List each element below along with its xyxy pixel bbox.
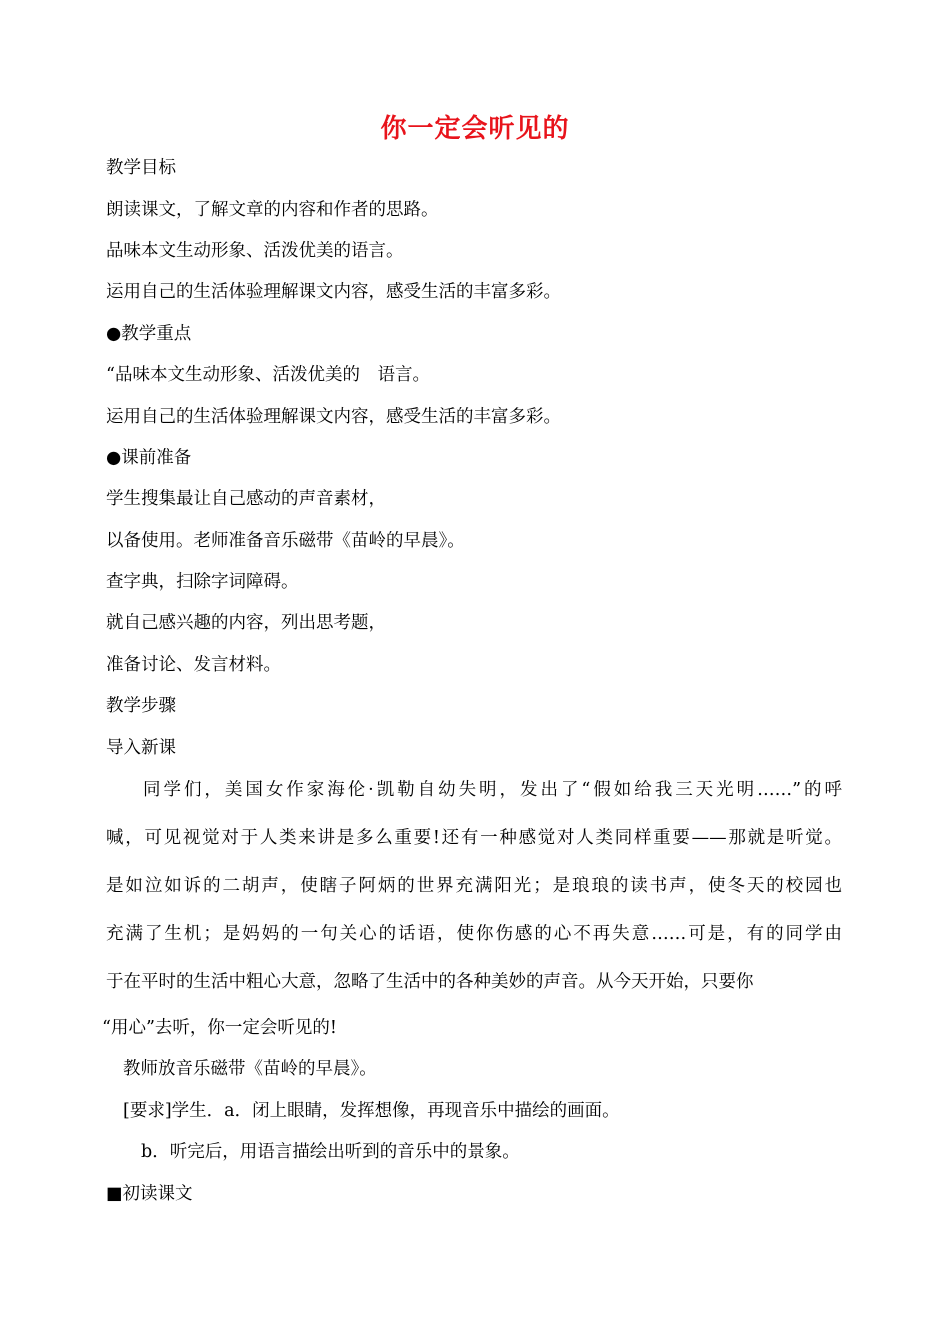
heading-introduction: 导入新课 (106, 738, 176, 758)
music-instruction: 教师放音乐磁带《苗岭的早晨》。 (123, 1059, 377, 1079)
goal-item: 朗读课文，了解文章的内容和作者的思路。 (106, 200, 439, 220)
preparation-item: 学生搜集最让自己感动的声音素材， (106, 489, 386, 509)
preparation-item: 准备讨论、发言材料。 (106, 655, 281, 675)
preparation-item: 查字典，扫除字词障碍。 (106, 572, 299, 592)
heading-teaching-steps: 教学步骤 (106, 696, 176, 716)
document-title: 你一定会听见的 (380, 114, 570, 144)
goal-item: 运用自己的生活体验理解课文内容，感受生活的丰富多彩。 (106, 282, 561, 302)
paragraph-line: 同学们，美国女作家海伦·凯勒自幼失明，发出了“假如给我三天光明……”的呼 (143, 780, 842, 800)
key-point-item: “品味本文生动形象、活泼优美的 语言。 (106, 365, 430, 385)
requirement-b: b．听完后，用语言描绘出听到的音乐中的景象。 (141, 1142, 520, 1162)
paragraph-line: 是如泣如诉的二胡声，使瞎子阿炳的世界充满阳光；是琅琅的读书声，使冬天的校园也 (106, 876, 842, 896)
heading-first-reading: ■初读课文 (106, 1184, 193, 1204)
heading-key-points: ●教学重点 (106, 324, 192, 344)
paragraph-line: 喊，可见视觉对于人类来讲是多么重要!还有一种感觉对人类同样重要——那就是听觉。 (106, 828, 842, 848)
heading-teaching-goals: 教学目标 (106, 158, 176, 178)
paragraph-line: “用心”去听，你一定会听见的! (102, 1018, 337, 1038)
paragraph-line: 充满了生机；是妈妈的一句关心的话语，使你伤感的心不再失意……可是，有的同学由 (106, 924, 842, 944)
preparation-item: 以备使用。老师准备音乐磁带《苗岭的早晨》。 (106, 531, 465, 551)
key-point-item: 运用自己的生活体验理解课文内容，感受生活的丰富多彩。 (106, 407, 561, 427)
preparation-item: 就自己感兴趣的内容，列出思考题， (106, 613, 386, 633)
requirement-a: [要求]学生．a．闭上眼睛，发挥想像，再现音乐中描绘的画面。 (123, 1101, 620, 1121)
goal-item: 品味本文生动形象、活泼优美的语言。 (106, 241, 404, 261)
paragraph-line: 于在平时的生活中粗心大意，忽略了生活中的各种美妙的声音。从今天开始，只要你 (106, 972, 754, 992)
heading-preparation: ●课前准备 (106, 448, 192, 468)
